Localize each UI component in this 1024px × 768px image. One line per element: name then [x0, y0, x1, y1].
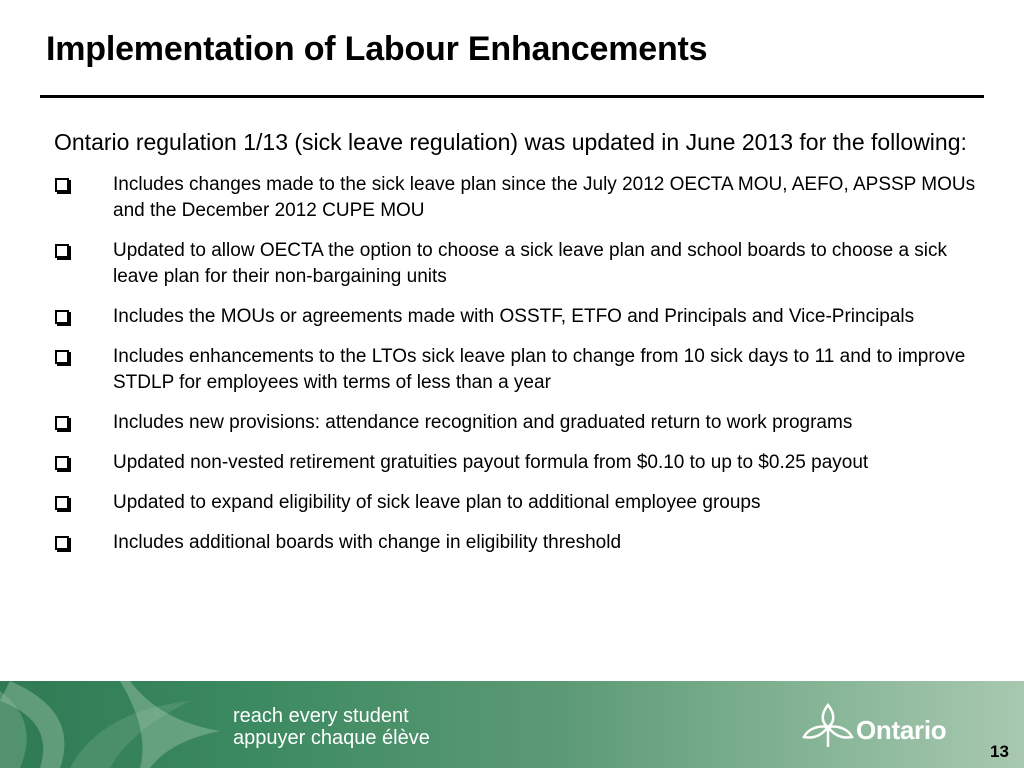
title-divider: [40, 95, 984, 98]
slide-content: [54, 126, 984, 570]
footer-banner: [0, 681, 1024, 768]
footer-slogan: [233, 705, 430, 749]
bullet-list: [54, 172, 984, 556]
bullet-text: Includes changes made to the sick leave plan since the July 2012 OECTA MOU, AEFO, APSSP MOUs and the December 2012 CUPE MOU: [113, 174, 976, 221]
bullet-item: [54, 410, 984, 436]
bullet-text: Updated non-vested retirement gratuities payout formula from $0.10 to up to $0.25 payout: [113, 452, 869, 473]
bullet-text: Includes new provisions: attendance recognition and graduated return to work programs: [113, 412, 853, 433]
checkbox-icon: [55, 536, 69, 550]
checkbox-icon: [55, 350, 69, 364]
checkbox-icon: [55, 178, 69, 192]
checkbox-icon: [55, 310, 69, 324]
bullet-item: [54, 450, 984, 476]
bullet-item: [54, 344, 984, 396]
leaf-decoration-icon: [0, 681, 230, 768]
ontario-wordmark: Ontario: [856, 715, 947, 745]
bullet-item: [54, 530, 984, 556]
ontario-logo: [800, 701, 970, 751]
checkbox-icon: [55, 244, 69, 258]
checkbox-icon: [55, 416, 69, 430]
bullet-item: [54, 490, 984, 516]
bullet-item: [54, 172, 984, 224]
bullet-text: Updated to allow OECTA the option to choose a sick leave plan and school boards to choose a sick leave plan for their non-bargaining units: [113, 240, 948, 287]
bullet-text: Includes the MOUs or agreements made with OSSTF, ETFO and Principals and Vice-Principals: [113, 306, 915, 327]
slogan-french: appuyer chaque élève: [233, 727, 430, 749]
bullet-text: Updated to expand eligibility of sick leave plan to additional employee groups: [113, 492, 761, 513]
intro-paragraph: Ontario regulation 1/13 (sick leave regulation) was updated in June 2013 for the following:: [54, 129, 967, 155]
bullet-item: [54, 304, 984, 330]
page-number: 13: [990, 742, 1009, 761]
checkbox-icon: [55, 496, 69, 510]
bullet-item: [54, 238, 984, 290]
bullet-text: Includes enhancements to the LTOs sick leave plan to change from 10 sick days to 11 and to improve STDLP for employees with terms of less than a year: [113, 346, 966, 393]
slogan-english: reach every student: [233, 705, 409, 727]
checkbox-icon: [55, 456, 69, 470]
bullet-text: Includes additional boards with change in eligibility threshold: [113, 532, 622, 553]
slide-title: Implementation of Labour Enhancements: [46, 30, 708, 68]
trillium-icon: [800, 701, 856, 751]
